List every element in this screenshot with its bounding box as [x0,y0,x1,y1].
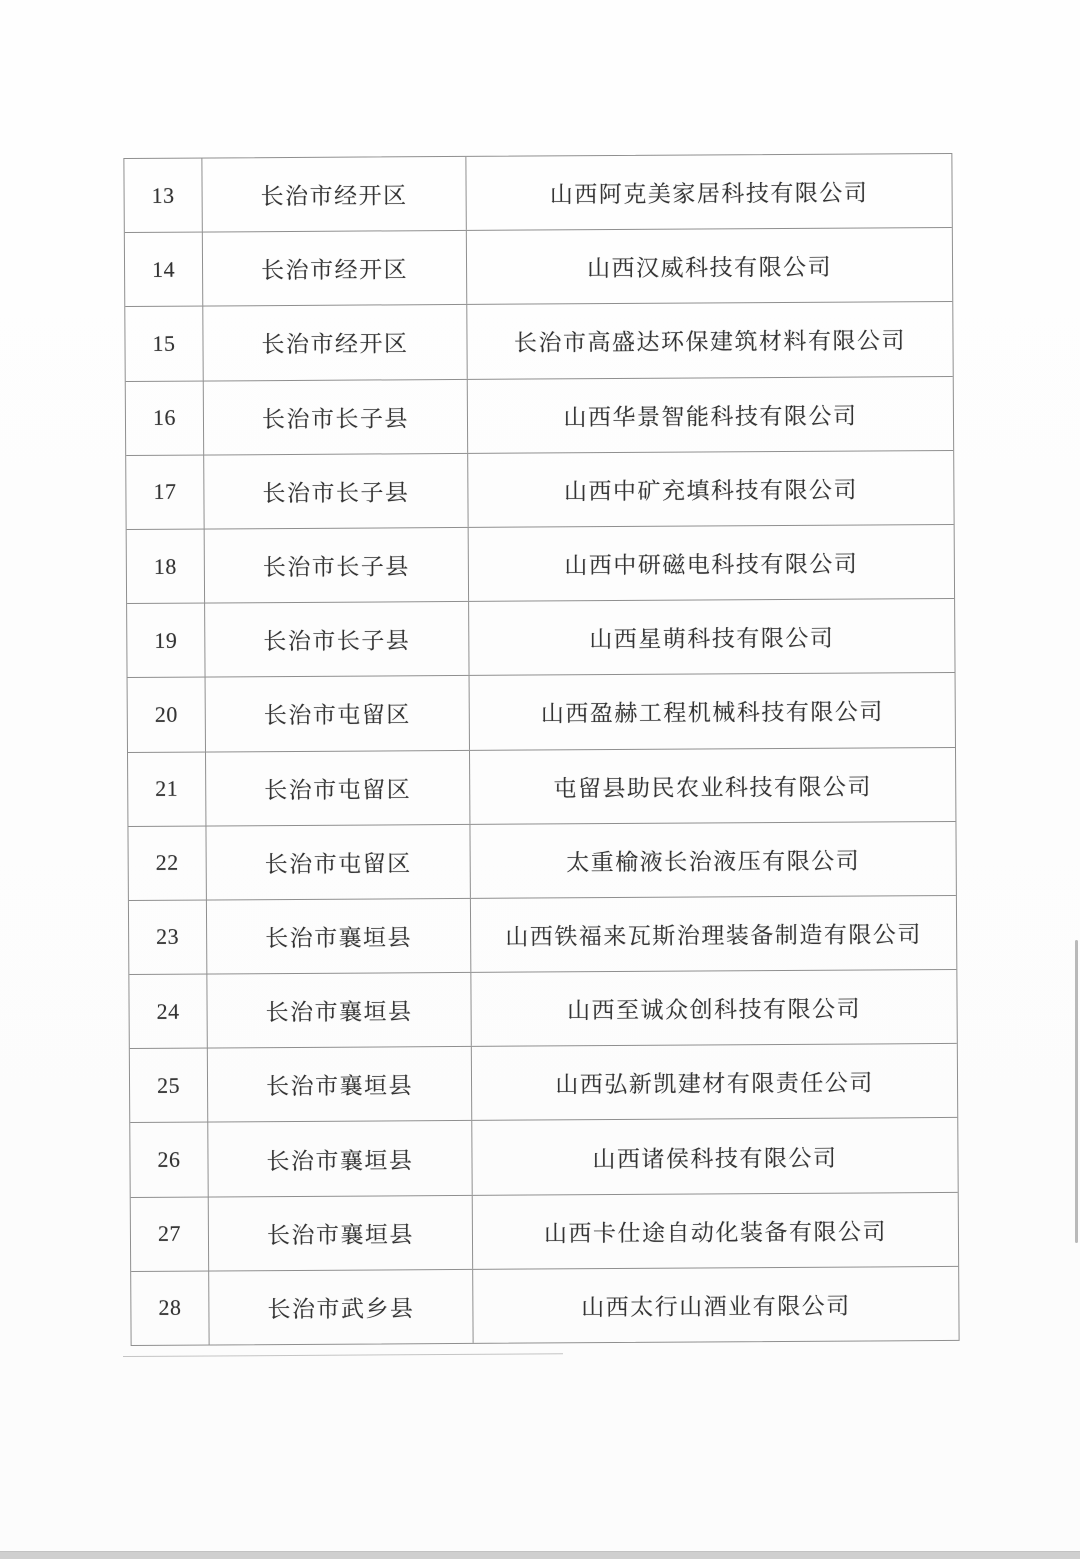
cell-region: 长治市屯留区 [206,676,470,751]
cell-company-name: 山西弘新凯建材有限责任公司 [555,1070,874,1098]
cell-region: 长治市长子县 [205,528,469,603]
cell-region: 长治市长子县 [204,379,468,454]
cell-region: 长治市长子县 [205,602,469,677]
cell-serial-number: 28 [131,1271,209,1345]
cell-company-name: 山西卡仕途自动化装备有限公司 [543,1219,888,1247]
company-table [123,153,959,1346]
table-row [131,1267,958,1345]
cell-company-name: 山西星萌科技有限公司 [589,625,835,653]
cell-company-name: 屯留县助民农业科技有限公司 [553,774,873,801]
cell-region: 长治市经开区 [203,305,467,380]
table-row [126,377,953,456]
cell-serial-number: 22 [128,826,206,900]
table-row [130,1118,957,1197]
cell-region: 长治市襄垣县 [208,1121,472,1196]
cell-region: 长治市襄垣县 [209,1196,473,1271]
table-row [129,970,956,1049]
cell-company-name: 山西中矿充填科技有限公司 [563,477,858,505]
table-row [124,154,951,233]
cell-region: 长治市长子县 [204,454,468,529]
cell-region: 长治市经开区 [203,231,467,306]
table-row [128,673,955,752]
cell-company-name: 山西汉威科技有限公司 [586,254,833,282]
cell-company-name: 山西华景智能科技有限公司 [563,403,858,430]
cell-region: 长治市武乡县 [209,1270,473,1345]
cell-serial-number: 21 [128,752,206,826]
cell-serial-number: 17 [126,455,204,529]
cell-serial-number: 19 [127,604,205,678]
cell-serial-number: 16 [126,381,204,455]
table-row [128,747,955,826]
cell-company-name: 山西铁福来瓦斯治理装备制造有限公司 [505,922,922,950]
cell-region: 长治市屯留区 [206,750,470,825]
cell-serial-number: 14 [125,233,203,307]
table-row [131,1193,958,1272]
cell-serial-number: 20 [128,678,206,752]
cell-serial-number: 24 [129,975,207,1049]
bottom-edge-bar [0,1551,1080,1559]
cell-company-name: 山西阿克美家居科技有限公司 [549,180,869,208]
table-row [125,302,952,381]
cell-serial-number: 13 [124,159,202,233]
cell-serial-number: 26 [130,1123,208,1197]
cell-serial-number: 23 [129,900,207,974]
cell-company-name: 山西盈赫工程机械科技有限公司 [540,699,884,727]
cell-company-name: 长治市高盛达环保建筑材料有限公司 [513,328,907,357]
cell-company-name: 山西太行山酒业有限公司 [581,1293,851,1321]
table-row [128,822,955,901]
cell-region: 长治市襄垣县 [208,1047,472,1122]
cell-serial-number: 25 [130,1049,208,1123]
cell-region: 长治市屯留区 [206,825,470,900]
cell-serial-number: 18 [127,529,205,603]
cell-serial-number: 27 [131,1197,209,1271]
cell-company-name: 山西中研磁电科技有限公司 [564,551,859,579]
cell-serial-number: 15 [125,307,203,381]
table-row [130,1044,957,1123]
table-row [129,896,956,975]
scrollbar-thumb[interactable] [1075,940,1078,1243]
table-row [126,451,953,530]
table-row [127,599,954,678]
cell-company-name: 山西至诚众创科技有限公司 [567,996,862,1024]
company-table-body [124,154,958,1345]
table-row [125,228,952,307]
cell-region: 长治市经开区 [202,157,466,232]
cell-company-name: 太重榆液长治液压有限公司 [566,848,861,876]
table-row [127,525,954,604]
cell-region: 长治市襄垣县 [207,973,471,1048]
cell-company-name: 山西诸侯科技有限公司 [592,1145,838,1172]
cell-region: 长治市襄垣县 [207,899,471,974]
